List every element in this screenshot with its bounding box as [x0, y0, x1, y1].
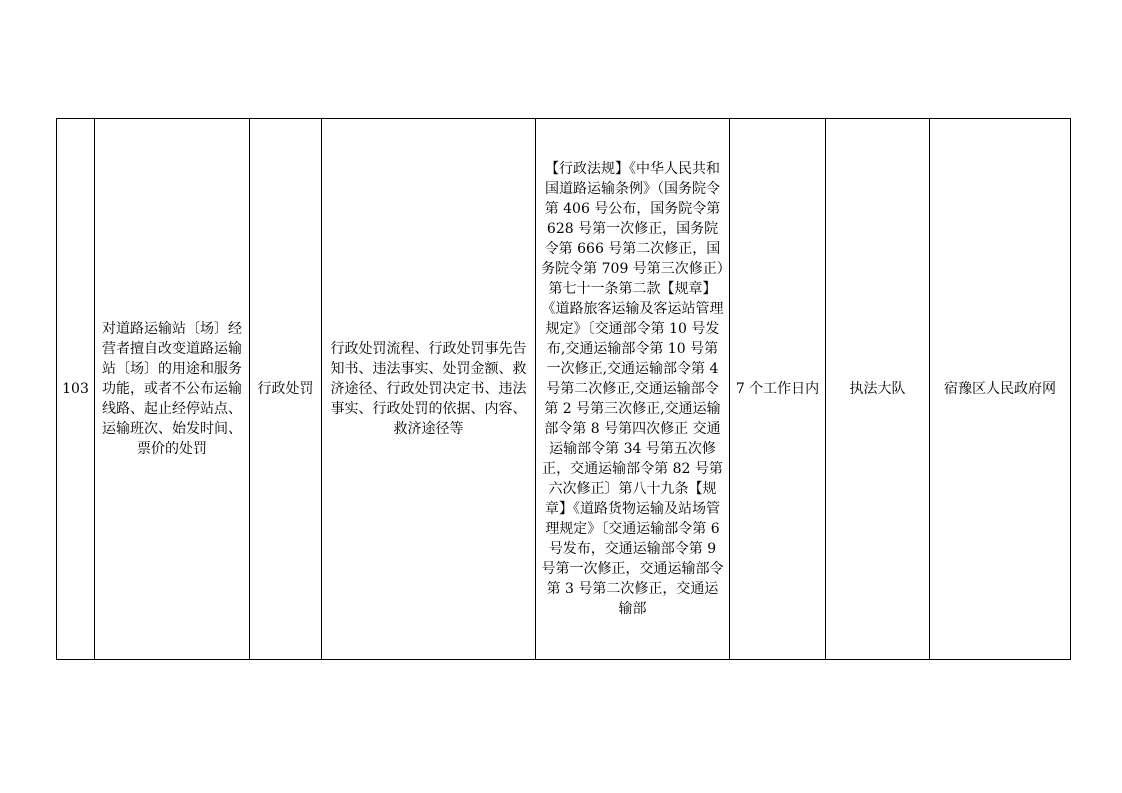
time-limit-cell: 7 个工作日内 — [730, 119, 826, 660]
table-row — [57, 119, 1071, 660]
disclosure-channel-cell: 宿豫区人民政府网 — [930, 119, 1071, 660]
category-cell: 行政处罚 — [250, 119, 322, 660]
legal-basis-cell: 【行政法规】《中华人民共和国道路运输条例》（国务院令第 406 号公布，国务院令第 628 号第一次修正，国务院令第 666 号第二次修正，国务院令第 709 号第三次修正）第七十一条第二款【规章】《道路旅客运输及客运站管理规定》〔交通部令第 10 号发布,交通运输部令第 10 号第一次修正,交通运输部令第 4 号第二次修正,交通运输部令第 2 号第三次修正,交通运输部令第 8 号第四次修正 交通运输部令第 34 号第五次修正，交通运输部令第 82 号第六次修正〕第八十九条【规章】《道路货物运输及站场管理规定》〔交通运输部令第 6 号发布，交通运输部令第 9 号第一次修正，交通运输部令第 3 号第二次修正，交通运输部 — [536, 119, 730, 660]
item-name-cell: 对道路运输站〔场〕经营者擅自改变道路运输站〔场〕的用途和服务功能，或者不公布运输线路、起止经停站点、运输班次、始发时间、票价的处罚 — [95, 119, 250, 660]
disclosure-subject-cell: 执法大队 — [826, 119, 930, 660]
disclosure-table — [56, 118, 1071, 660]
row-number: 103 — [57, 119, 95, 660]
disclosure-content-cell: 行政处罚流程、行政处罚事先告知书、违法事实、处罚金额、救济途径、行政处罚决定书、违法事实、行政处罚的依据、内容、救济途径等 — [322, 119, 536, 660]
